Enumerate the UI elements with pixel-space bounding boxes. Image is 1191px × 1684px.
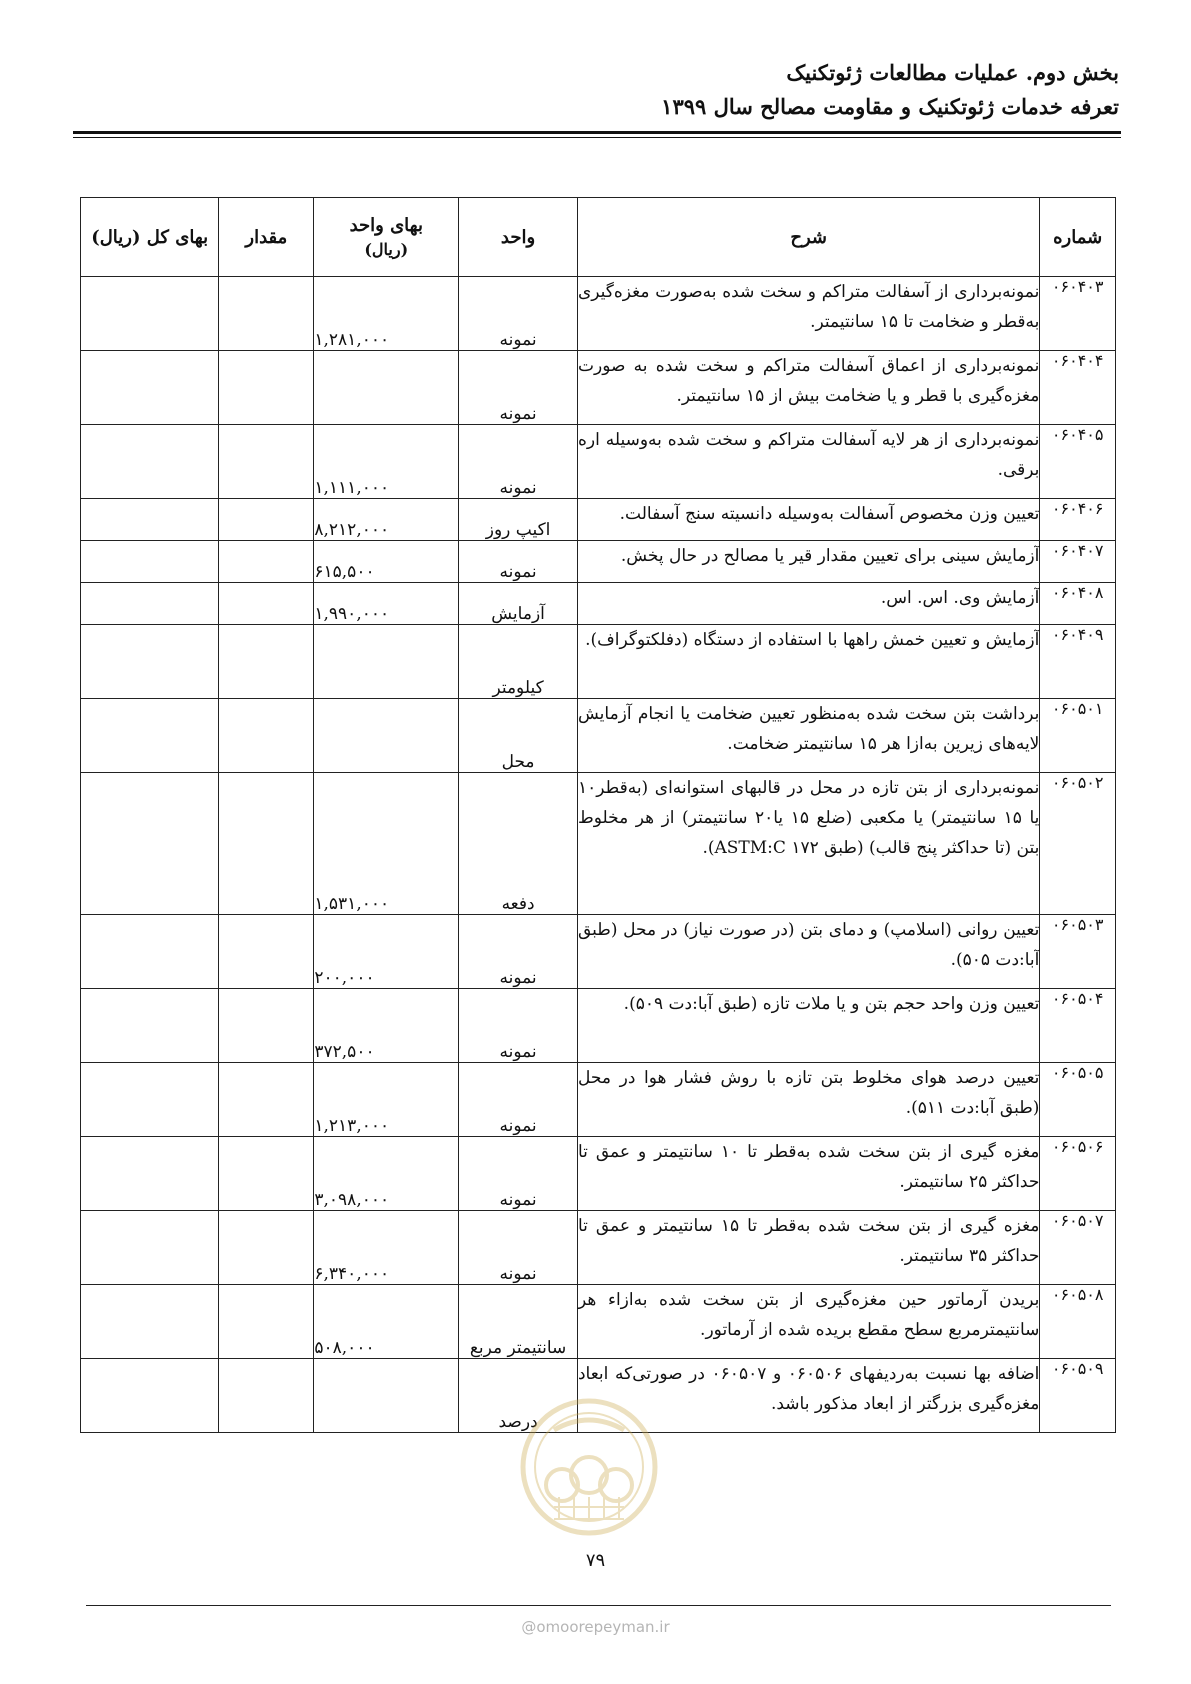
row-code: ۰۶۰۵۰۲	[1040, 773, 1116, 915]
row-total	[81, 277, 219, 351]
row-description: آزمایش وی. اس. اس.	[577, 583, 1039, 625]
header-unit-price-label: بهای واحد	[349, 215, 423, 236]
table-header-row	[81, 198, 1116, 277]
table-row	[81, 351, 1116, 425]
row-quantity	[219, 1211, 314, 1285]
row-code: ۰۶۰۴۰۹	[1040, 625, 1116, 699]
row-code: ۰۶۰۴۰۳	[1040, 277, 1116, 351]
row-total	[81, 1137, 219, 1211]
row-total	[81, 541, 219, 583]
row-quantity	[219, 1137, 314, 1211]
row-code: ۰۶۰۵۰۳	[1040, 915, 1116, 989]
row-quantity	[219, 499, 314, 541]
row-unit: اکیپ روز	[459, 499, 578, 541]
row-unit: نمونه	[459, 425, 578, 499]
row-total	[81, 989, 219, 1063]
row-total	[81, 1359, 219, 1433]
table-row	[81, 773, 1116, 915]
row-quantity	[219, 1063, 314, 1137]
row-total	[81, 773, 219, 915]
page-header	[69, 58, 1119, 122]
row-code: ۰۶۰۵۰۸	[1040, 1285, 1116, 1359]
row-code: ۰۶۰۴۰۴	[1040, 351, 1116, 425]
row-quantity	[219, 541, 314, 583]
table-row	[81, 625, 1116, 699]
header-rule-thick	[73, 131, 1121, 134]
row-description: تعیین روانی (اسلامپ) و دمای بتن (در صورت نیاز) در محل (طبق آبا:دت ۵۰۵).	[577, 915, 1039, 989]
row-unit-price: ۳,۰۹۸,۰۰۰	[314, 1137, 459, 1211]
table-row	[81, 499, 1116, 541]
table-row	[81, 1063, 1116, 1137]
section-title: بخش دوم. عملیات مطالعات ژئوتکنیک	[786, 60, 1119, 85]
row-total	[81, 625, 219, 699]
row-unit-price: ۵۰۸,۰۰۰	[314, 1285, 459, 1359]
row-total	[81, 499, 219, 541]
row-quantity	[219, 277, 314, 351]
row-quantity	[219, 583, 314, 625]
row-unit: درصد	[459, 1359, 578, 1433]
row-description: آزمایش و تعیین خمش راهها با استفاده از دستگاه (دفلکتوگراف).	[577, 625, 1039, 699]
row-total	[81, 699, 219, 773]
row-unit-price	[314, 1359, 459, 1433]
table-row	[81, 541, 1116, 583]
seal-logo-icon	[514, 1395, 664, 1550]
row-code: ۰۶۰۵۰۷	[1040, 1211, 1116, 1285]
tariff-table	[80, 197, 1116, 1433]
row-description: آزمایش سینی برای تعیین مقدار قیر یا مصالح در حال پخش.	[577, 541, 1039, 583]
row-unit-price: ۶۱۵,۵۰۰	[314, 541, 459, 583]
row-quantity	[219, 1285, 314, 1359]
row-unit: نمونه	[459, 915, 578, 989]
row-unit: نمونه	[459, 351, 578, 425]
table-row	[81, 1137, 1116, 1211]
row-description: برداشت بتن سخت شده به‌منظور تعیین ضخامت یا انجام آزمایش لایه‌های زیرین به‌ازا هر ۱۵ سانتیمتر ضخامت.	[577, 699, 1039, 773]
row-code: ۰۶۰۴۰۸	[1040, 583, 1116, 625]
row-code: ۰۶۰۴۰۶	[1040, 499, 1116, 541]
row-total	[81, 1211, 219, 1285]
row-total	[81, 351, 219, 425]
row-description: اضافه بها نسبت به‌ردیفهای ۰۶۰۵۰۶ و ۰۶۰۵۰۷ در صورتی‌که ابعاد مغزه‌گیری بزرگتر از ابعاد مذکور باشد.	[577, 1359, 1039, 1433]
row-unit: کیلومتر	[459, 625, 578, 699]
row-unit: نمونه	[459, 1063, 578, 1137]
row-code: ۰۶۰۵۰۹	[1040, 1359, 1116, 1433]
row-quantity	[219, 915, 314, 989]
footer-site-link[interactable]: @omoorepeyman.ir	[521, 1618, 670, 1636]
page-number: ۷۹	[585, 1550, 606, 1571]
row-unit: آزمایش	[459, 583, 578, 625]
row-unit: محل	[459, 699, 578, 773]
table-row	[81, 1285, 1116, 1359]
header-total-price: بهای کل (ریال)	[81, 198, 219, 277]
row-quantity	[219, 1359, 314, 1433]
row-unit-price: ۸,۲۱۲,۰۰۰	[314, 499, 459, 541]
document-title: تعرفه خدمات ژئوتکنیک و مقاومت مصالح سال ۱۳۹۹	[661, 94, 1119, 119]
row-unit-price: ۱,۲۱۳,۰۰۰	[314, 1063, 459, 1137]
row-unit-price: ۱,۹۹۰,۰۰۰	[314, 583, 459, 625]
row-unit-price: ۳۷۲,۵۰۰	[314, 989, 459, 1063]
row-unit-price: ۲۰۰,۰۰۰	[314, 915, 459, 989]
row-code: ۰۶۰۵۰۵	[1040, 1063, 1116, 1137]
header-quantity: مقدار	[219, 198, 314, 277]
header-unit-price-currency: (ریال)	[364, 240, 409, 259]
table-row	[81, 425, 1116, 499]
row-description: نمونه‌برداری از آسفالت متراکم و سخت شده به‌صورت مغزه‌گیری به‌قطر و ضخامت تا ۱۵ سانتیمتر.	[577, 277, 1039, 351]
row-code: ۰۶۰۴۰۵	[1040, 425, 1116, 499]
row-unit-price: ۶,۳۴۰,۰۰۰	[314, 1211, 459, 1285]
row-quantity	[219, 625, 314, 699]
row-code: ۰۶۰۴۰۷	[1040, 541, 1116, 583]
row-total	[81, 583, 219, 625]
row-total	[81, 1063, 219, 1137]
row-unit-price: ۱,۵۳۱,۰۰۰	[314, 773, 459, 915]
row-unit-price	[314, 625, 459, 699]
row-description: بریدن آرماتور حین مغزه‌گیری از بتن سخت شده به‌ازاء هر سانتیمترمربع سطح مقطع بریده شده از آرماتور.	[577, 1285, 1039, 1359]
row-quantity	[219, 699, 314, 773]
header-description: شرح	[577, 198, 1039, 277]
row-description: تعیین وزن واحد حجم بتن و یا ملات تازه (طبق آبا:دت ۵۰۹).	[577, 989, 1039, 1063]
row-unit-price	[314, 699, 459, 773]
row-unit: سانتیمتر مربع	[459, 1285, 578, 1359]
table-row	[81, 583, 1116, 625]
row-unit-price	[314, 351, 459, 425]
row-description: نمونه‌برداری از بتن تازه در محل در قالبهای استوانه‌ای (به‌قطر۱۰ یا ۱۵ سانتیمتر) یا مکعبی (ضلع ۱۵ یا۲۰ سانتیمتر) از هر مخلوط بتن (تا حداکثر پنج قالب) (طبق ۱۷۲ ASTM:C).	[577, 773, 1039, 915]
row-unit: نمونه	[459, 1211, 578, 1285]
header-unit: واحد	[459, 198, 578, 277]
header-rule-thin	[73, 137, 1121, 138]
row-unit: نمونه	[459, 989, 578, 1063]
header-number: شماره	[1040, 198, 1116, 277]
row-code: ۰۶۰۵۰۱	[1040, 699, 1116, 773]
row-unit: نمونه	[459, 1137, 578, 1211]
footer-rule	[86, 1605, 1111, 1606]
row-unit: نمونه	[459, 541, 578, 583]
row-quantity	[219, 351, 314, 425]
row-quantity	[219, 989, 314, 1063]
row-unit-price: ۱,۱۱۱,۰۰۰	[314, 425, 459, 499]
row-unit-price: ۱,۲۸۱,۰۰۰	[314, 277, 459, 351]
header-unit-price	[314, 198, 459, 277]
row-code: ۰۶۰۵۰۴	[1040, 989, 1116, 1063]
table-row	[81, 699, 1116, 773]
row-unit: دفعه	[459, 773, 578, 915]
row-unit: نمونه	[459, 277, 578, 351]
row-description: تعیین درصد هوای مخلوط بتن تازه با روش فشار هوا در محل (طبق آبا:دت ۵۱۱).	[577, 1063, 1039, 1137]
row-description: تعیین وزن مخصوص آسفالت به‌وسیله دانسیته سنج آسفالت.	[577, 499, 1039, 541]
table-row	[81, 277, 1116, 351]
row-total	[81, 425, 219, 499]
row-quantity	[219, 425, 314, 499]
row-quantity	[219, 773, 314, 915]
row-description: نمونه‌برداری از اعماق آسفالت متراکم و سخت شده به صورت مغزه‌گیری با قطر و یا ضخامت بیش از ۱۵ سانتیمتر.	[577, 351, 1039, 425]
table-row	[81, 915, 1116, 989]
table-row	[81, 989, 1116, 1063]
table-row	[81, 1211, 1116, 1285]
row-description: مغزه گیری از بتن سخت شده به‌قطر تا ۱۵ سانتیمتر و عمق تا حداکثر ۳۵ سانتیمتر.	[577, 1211, 1039, 1285]
row-description: نمونه‌برداری از هر لایه آسفالت متراکم و سخت شده به‌وسیله اره برقی.	[577, 425, 1039, 499]
row-description: مغزه گیری از بتن سخت شده به‌قطر تا ۱۰ سانتیمتر و عمق تا حداکثر ۲۵ سانتیمتر.	[577, 1137, 1039, 1211]
row-code: ۰۶۰۵۰۶	[1040, 1137, 1116, 1211]
row-total	[81, 1285, 219, 1359]
row-total	[81, 915, 219, 989]
